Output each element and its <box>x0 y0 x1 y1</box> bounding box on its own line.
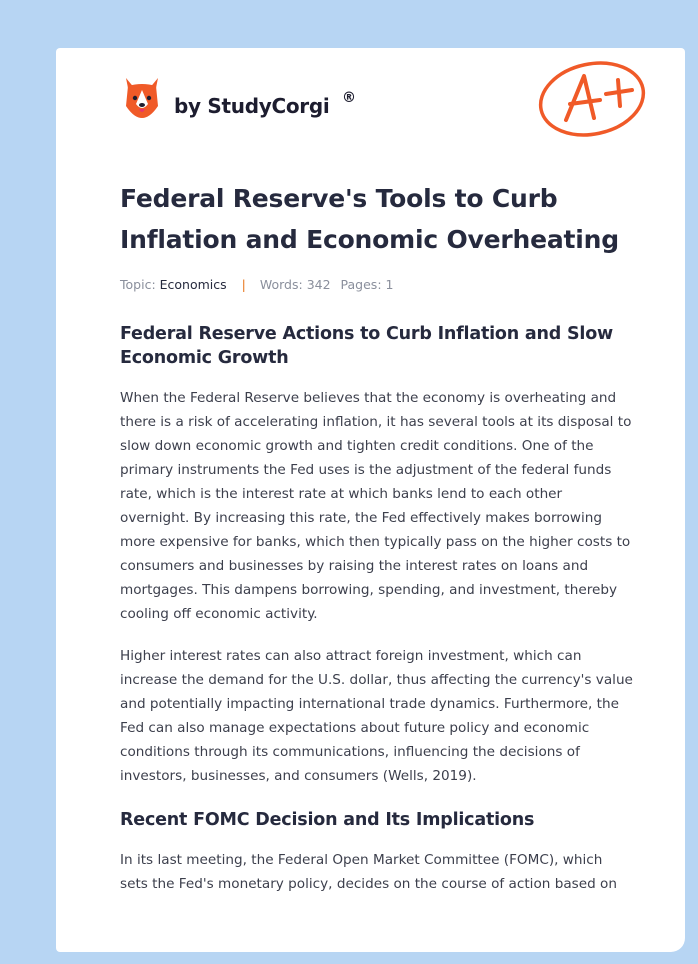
section-heading: Recent FOMC Decision and Its Implications <box>120 810 535 830</box>
article-meta <box>120 276 634 294</box>
paragraph: Higher interest rates can also attract foreign investment, which can increase the demand for the U.S. dollar, thus affecting the currency's value and potentially impacting international trade dynamics. Furthermore, the Fed can also manage expectations about future policy and economic conditions through its communications, influencing the decisions of investors, businesses, and consumers (Wells, 2019). <box>120 648 633 784</box>
section-heading: Federal Reserve Actions to Curb Inflation and Slow Economic Growth <box>120 324 613 368</box>
brand-name[interactable]: by StudyCorgi <box>174 94 330 118</box>
registered-mark: ® <box>342 90 356 106</box>
paragraph: In its last meeting, the Federal Open Market Committee (FOMC), which sets the Fed's monetary policy, decides on the course of action based on <box>120 852 617 892</box>
meta-separator: | <box>241 277 246 292</box>
words-label: Words: <box>259 277 303 292</box>
page-header <box>56 48 685 178</box>
paragraph: When the Federal Reserve believes that the economy is overheating and there is a risk of accelerating inflation, it has several tools at its disposal to slow down economic growth and tighten credit conditions. One of the primary instruments the Fed uses is the adjustment of the federal funds rate, which is the interest rate at which banks lend to each other overnight. By increasing this rate, the Fed effectively makes borrowing more expensive for banks, which then typically pass on the higher costs to consumers and businesses by raising the interest rates on loans and mortgages. This dampens borrowing, spending, and investment, thereby cooling off economic activity. <box>120 390 632 622</box>
topic-value[interactable]: Economics <box>159 277 227 292</box>
a-plus-icon <box>536 58 650 140</box>
page-title: Federal Reserve's Tools to Curb Inflation and Economic Overheating <box>120 184 619 254</box>
corgi-icon <box>122 76 162 120</box>
pages-value: 1 <box>385 277 394 292</box>
words-value: 342 <box>306 277 331 292</box>
pages-label: Pages: <box>340 277 382 292</box>
topic-label: Topic: <box>120 277 156 292</box>
article-body <box>120 178 634 896</box>
document-page <box>56 48 685 952</box>
